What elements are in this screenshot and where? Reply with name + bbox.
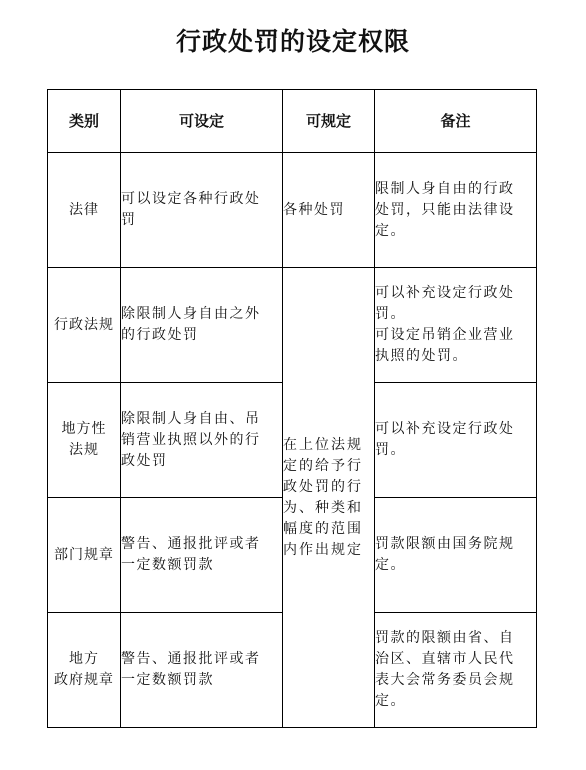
row-can-set: 可以设定各种行政处 罚: [121, 153, 283, 268]
row-can-set: 警告、通报批评或者 一定数额罚款: [121, 498, 283, 613]
row-can-set: 除限制人身自由、吊 销营业执照以外的行 政处罚: [121, 383, 283, 498]
header-category: 类别: [48, 90, 121, 153]
row-remark: 限制人身自由的行政 处罚，只能由法律设 定。: [375, 153, 537, 268]
row-category: 地方性 法规: [48, 383, 121, 498]
row-remark: 罚款的限额由省、自 治区、直辖市人民代 表大会常务委员会规 定。: [375, 613, 537, 728]
row-can-set: 警告、通报批评或者 一定数额罚款: [121, 613, 283, 728]
row-remark: 罚款限额由国务院规 定。: [375, 498, 537, 613]
row-category: 地方 政府规章: [48, 613, 121, 728]
authority-table: [47, 89, 537, 728]
table-row: [48, 268, 537, 383]
header-can-stipulate: 可规定: [283, 90, 375, 153]
row-remark: 可以补充设定行政处 罚。: [375, 383, 537, 498]
row-category: 行政法规: [48, 268, 121, 383]
header-can-set: 可设定: [121, 90, 283, 153]
table-row: [48, 153, 537, 268]
row-remark: 可以补充设定行政处 罚。 可设定吊销企业营业 执照的处罚。: [375, 268, 537, 383]
row-can-set: 除限制人身自由之外 的行政处罚: [121, 268, 283, 383]
row-category: 部门规章: [48, 498, 121, 613]
row-category: 法律: [48, 153, 121, 268]
header-remark: 备注: [375, 90, 537, 153]
row-can-stipulate: 各种处罚: [283, 153, 375, 268]
document-title: 行政处罚的设定权限: [175, 27, 410, 56]
table-header-row: [48, 90, 537, 153]
merged-can-stipulate: 在上位法规 定的给予行 政处罚的行 为、种类和 幅度的范围 内作出规定: [283, 268, 375, 728]
